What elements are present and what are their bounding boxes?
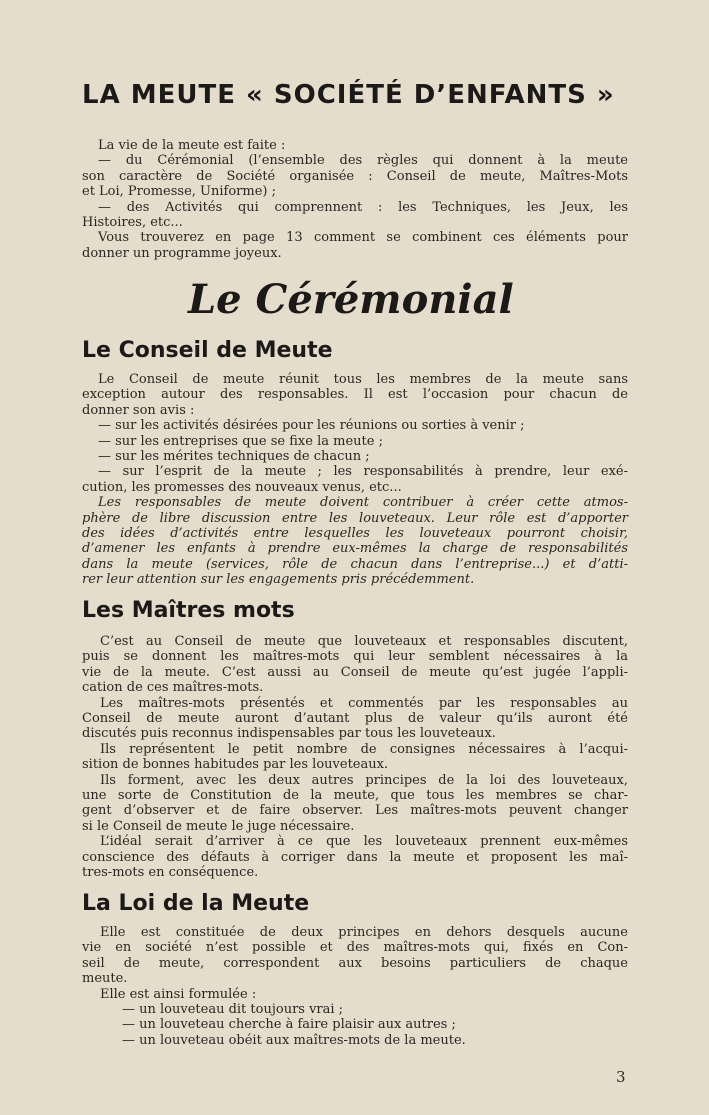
text-line: meute. (82, 971, 128, 987)
text-line: cation de ces maîtres-mots. (82, 680, 264, 696)
text-line: — sur l’esprit de la meute ; les responsabilités à prendre, leur exé- (98, 464, 628, 480)
text-line: phère de libre discussion entre les louveteaux. Leur rôle est d’apporter (82, 510, 628, 526)
text-line: Ils forment, avec les deux autres principes de la loi des louveteaux, (100, 772, 628, 788)
text-line: discutés puis reconnus indispensables par tous les louveteaux. (82, 726, 496, 742)
section-heading-maitres-mots: Les Maîtres mots (82, 598, 295, 623)
text-line: Conseil de meute auront d’autant plus de valeur qu’ils auront été (82, 711, 628, 727)
section-heading-loi: La Loi de la Meute (82, 891, 310, 916)
text-line: — sur les entreprises que se fixe la meute ; (98, 433, 383, 449)
text-line: des idées d’activités entre lesquelles les louveteaux pourront choisir, (82, 526, 628, 542)
text-line: Vous trouverez en page 13 comment se combinent ces éléments pour (98, 230, 628, 246)
text-line: — un louveteau dit toujours vrai ; (122, 1002, 344, 1018)
text-line: L’idéal serait d’arriver à ce que les louveteaux prennent eux-mêmes (100, 834, 628, 850)
text-line: La vie de la meute est faite : (98, 138, 286, 153)
text-line: tres-mots en conséquence. (82, 865, 259, 881)
text-line: et Loi, Promesse, Uniforme) ; (82, 184, 276, 200)
text-line: si le Conseil de meute le juge nécessaire. (82, 818, 355, 834)
maitres-mots-paragraph (82, 634, 628, 881)
text-line: Les maîtres-mots présentés et commentés par les responsables au (100, 695, 628, 711)
text-line: — des Activités qui comprennent : les Techniques, les Jeux, les (98, 199, 628, 215)
text-line: donner son avis : (82, 402, 195, 418)
text-line: — un louveteau obéit aux maîtres-mots de la meute. (122, 1032, 466, 1048)
text-line: — sur les mérites techniques de chacun ; (98, 449, 370, 465)
text-line: gent d’observer et de faire observer. Les maîtres-mots peuvent changer (82, 803, 628, 819)
text-line: puis se donnent les maîtres-mots qui leur semblent nécessaires à la (82, 649, 628, 665)
text-line: C’est au Conseil de meute que louveteaux et responsables discutent, (100, 634, 628, 649)
text-line: vie de la meute. C’est aussi au Conseil de meute qu’est jugée l’appli- (82, 664, 628, 680)
page-number: 3 (616, 1068, 626, 1086)
text-line: — un louveteau cherche à faire plaisir aux autres ; (122, 1017, 456, 1033)
text-line: seil de meute, correspondent aux besoins particuliers de chaque (82, 955, 628, 971)
text-line: Histoires, etc... (82, 215, 183, 231)
intro-paragraph (82, 138, 628, 261)
text-line: son caractère de Société organisée : Conseil de meute, Maîtres-Mots (82, 168, 628, 184)
text-line: Les responsables de meute doivent contribuer à créer cette atmos- (98, 495, 628, 511)
text-line: sition de bonnes habitudes par les louveteaux. (82, 757, 389, 773)
text-line: une sorte de Constitution de la meute, que tous les membres se char- (82, 788, 628, 804)
text-line: conscience des défauts à corriger dans la meute et proposent les maî- (82, 849, 628, 865)
text-line: dans la meute (services, rôle de chacun dans l’entreprise...) et d’atti- (82, 556, 628, 572)
text-line: rer leur attention sur les engagements pris précédemment. (82, 572, 475, 588)
text-line: Elle est constituée de deux principes en dehors desquels aucune (100, 925, 628, 940)
conseil-paragraph (82, 372, 628, 588)
text-line: d’amener les enfants à prendre eux-mêmes la charge de responsabilités (82, 541, 628, 557)
text-line: cution, les promesses des nouveaux venus, etc... (82, 479, 402, 495)
text-line: — du Cérémonial (l’ensemble des règles qui donnent à la meute (98, 153, 628, 169)
text-line: vie en société n’est possible et des maîtres-mots qui, fixés en Con- (82, 940, 628, 956)
text-line: Le Conseil de meute réunit tous les membres de la meute sans (98, 372, 628, 387)
ceremonial-title: Le Cérémonial (188, 276, 514, 323)
text-line: donner un programme joyeux. (82, 245, 282, 261)
text-line: — sur les activités désirées pour les réunions ou sorties à venir ; (98, 418, 525, 434)
loi-paragraph (82, 925, 628, 1048)
section-heading-conseil: Le Conseil de Meute (82, 338, 333, 363)
text-line: Ils représentent le petit nombre de consignes nécessaires à l’acqui- (100, 741, 628, 757)
text-line: Elle est ainsi formulée : (100, 986, 257, 1002)
text-line: exception autour des responsables. Il est l’occasion pour chacun de (82, 387, 628, 403)
page-title: LA MEUTE « SOCIÉTÉ D’ENFANTS » (82, 80, 615, 110)
